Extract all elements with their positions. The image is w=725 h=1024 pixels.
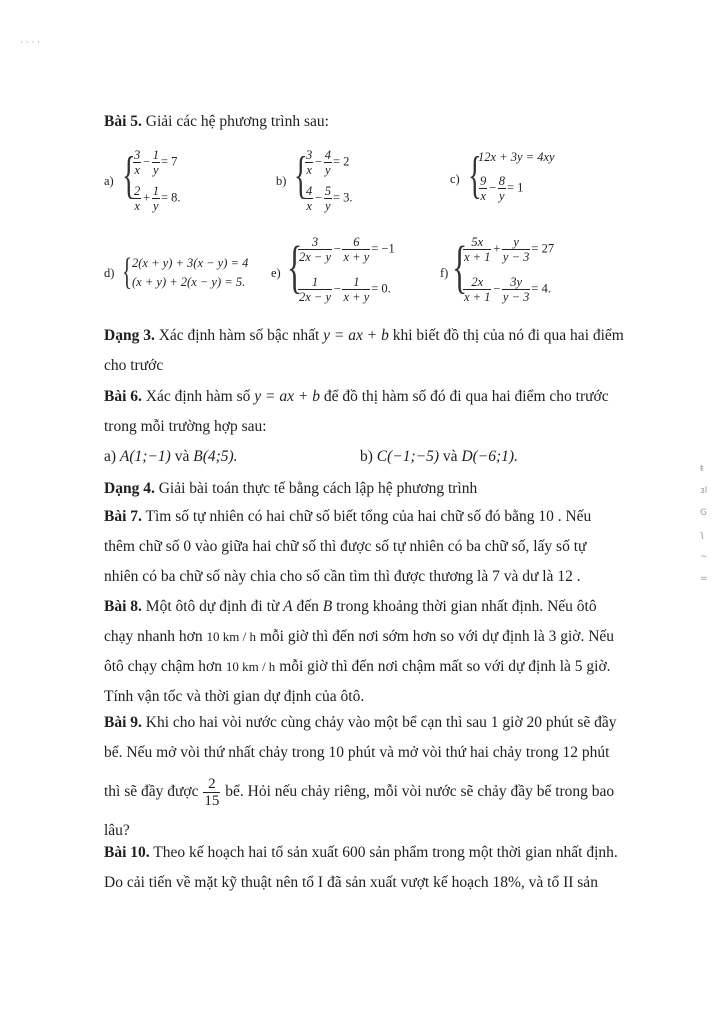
brace: { — [452, 234, 468, 299]
bai6-a: a) A(1;−1) và B(4;5). — [104, 448, 238, 465]
equation: $\frac{2}{x}$ + $\frac{1}{y}$ = 8. — [134, 184, 181, 213]
item-label: d) — [104, 266, 115, 280]
system-e — [271, 233, 421, 313]
equation: 12x + 3y = 4xy — [478, 150, 555, 164]
equation: $\frac{5x}{x + 1}$ + $\frac{y}{y - 3}$ = 27 — [464, 235, 555, 264]
system-d — [104, 251, 274, 294]
equation: $\frac{3}{2x - y}$ − $\frac{6}{x + y}$ = −1 — [299, 235, 395, 264]
dang4: Dạng 4. Giải bài toán thực tế bằng cách lập hệ phương trình — [104, 480, 478, 497]
equation: $\frac{1}{2x - y}$ − $\frac{1}{x + y}$ = 0. — [299, 275, 391, 304]
scan-mark: ŧ ɜl G ʅ ~ = — [700, 464, 708, 584]
bai6-b: b) C(−1;−5) và D(−6;1). — [360, 448, 518, 465]
dang3: Dạng 3. Xác định hàm số bậc nhất y = ax + b khi biết đồ thị của nó đi qua hai điểm cho trước — [104, 327, 624, 374]
scan-mark: · · · · — [20, 38, 41, 48]
brace: { — [122, 147, 136, 204]
system-c — [450, 146, 600, 222]
brace: { — [294, 147, 308, 204]
item-label: c) — [450, 172, 460, 186]
bai8: Bài 8. Một ôtô dự định đi từ A đến B trong khoảng thời gian nhất định. Nếu ôtô chạy nhanh hơn 10 km / h mỗi giờ thì đến nơi sớm hơn so với dự định là 3 giờ. Nếu ôtô chạy chậm hơn 10 km / h mỗi giờ thì đến nơi chậm mất so với dự định là 5 giờ. Tính vận tốc và thời gian dự định của ôtô. — [104, 598, 615, 705]
equation: $\frac{2x}{x + 1}$ − $\frac{3y}{y - 3}$ = 4. — [464, 275, 551, 304]
brace: { — [468, 147, 482, 204]
system-b — [276, 146, 396, 222]
bai10: Bài 10. Theo kế hoạch hai tổ sản xuất 600 sản phẩm trong một thời gian nhất định. Do cải tiến về mặt kỹ thuật nên tổ I đã sản xuất vượt kế hoạch 18%, và tổ II sản — [104, 844, 618, 891]
brace: { — [122, 251, 133, 293]
item-label: a) — [104, 174, 114, 188]
system-f — [440, 233, 590, 313]
item-label: f) — [440, 266, 449, 280]
system-a — [104, 146, 224, 222]
bai7: Bài 7. Tìm số tự nhiên có hai chữ số biết tổng của hai chữ số đó bằng 10 . Nếu thêm chữ số 0 vào giữa hai chữ số thì được số tự nhiên có ba chữ số, lấy số tự nhiên có ba chữ số này chia cho số cần tìm thì được thương là 7 và dư là 12 . — [104, 508, 592, 585]
equation: $\frac{9}{x}$ − $\frac{8}{y}$ = 1 — [480, 174, 524, 203]
bai5-heading — [104, 113, 329, 131]
exercise-text: Giải các hệ phương trình sau: — [145, 113, 329, 130]
brace: { — [287, 234, 303, 299]
equation: 2(x + y) + 3(x − y) = 4 — [132, 256, 249, 270]
bai6: Bài 6. Xác định hàm số y = ax + b để đồ thị hàm số đó đi qua hai điểm cho trước trong mỗi trường hợp sau: — [104, 388, 609, 435]
exercise-label: Bài 5. — [104, 113, 142, 130]
item-label: b) — [276, 174, 287, 188]
equation: (x + y) + 2(x − y) = 5. — [132, 275, 246, 289]
equation: $\frac{4}{x}$ − $\frac{5}{y}$ = 3. — [306, 184, 353, 213]
item-label: e) — [271, 266, 281, 280]
equation: $\frac{3}{x}$ − $\frac{4}{y}$ = 2 — [306, 148, 350, 177]
equation: $\frac{3}{x}$ − $\frac{1}{y}$ = 7 — [134, 148, 178, 177]
bai9: Bài 9. Khi cho hai vòi nước cùng chảy vào một bể cạn thì sau 1 giờ 20 phút sẽ đầy bể. Nếu mở vòi thứ nhất chảy trong 10 phút và mở vòi thứ hai chảy trong 12 phút thì sẽ đầy được $\frac{2}{15}$ bể. Hỏi nếu chảy riêng, mỗi vòi nước sẽ chảy đầy bể trong bao lâu? — [104, 714, 617, 839]
